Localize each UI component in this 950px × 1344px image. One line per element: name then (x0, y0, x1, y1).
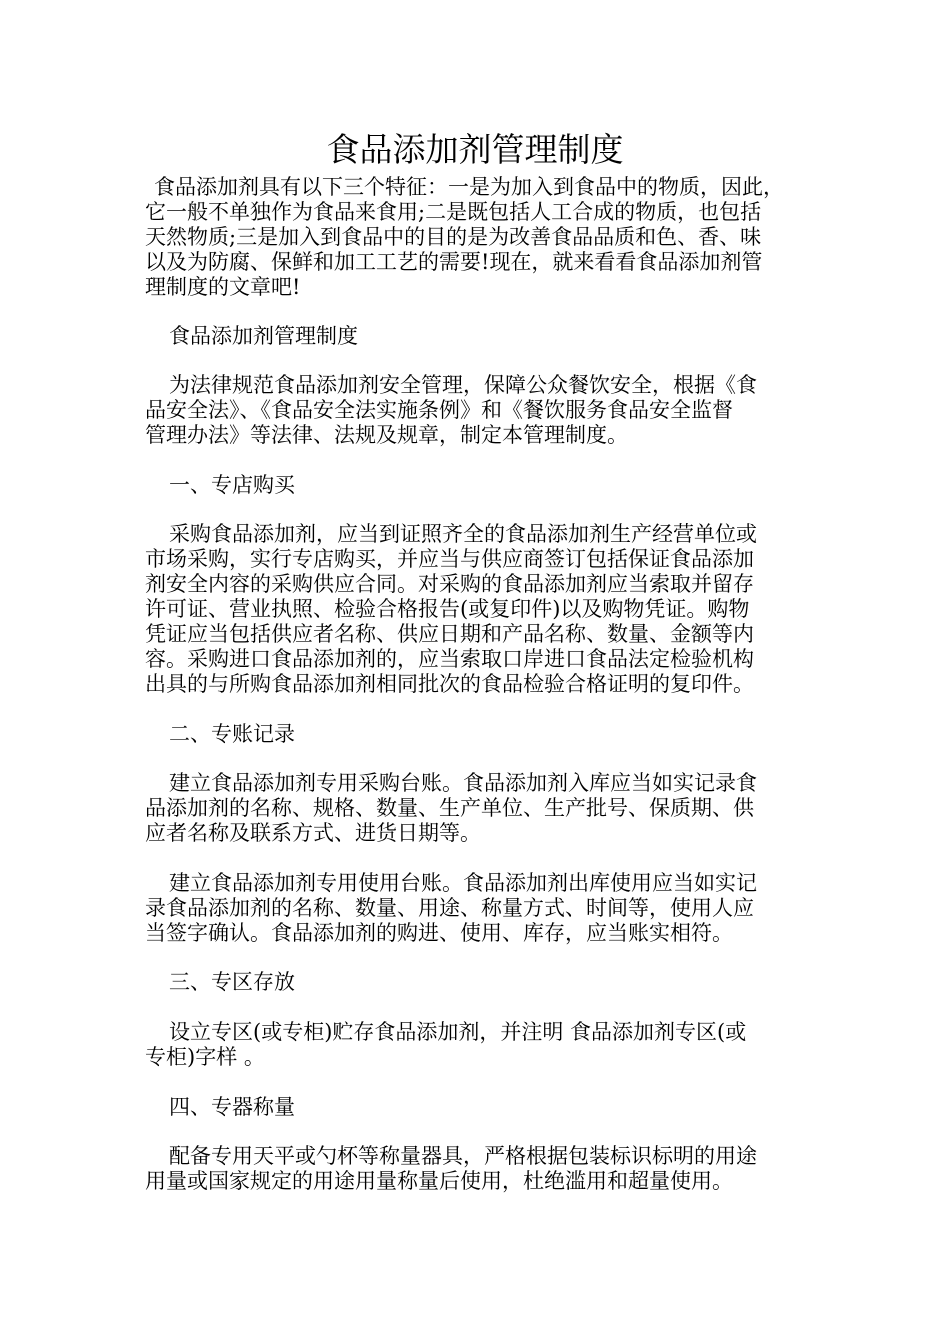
intro-line: 理制度的文章吧! (145, 275, 301, 299)
document-title: 食品添加剂管理制度 (326, 130, 624, 169)
intro-line: 天然物质;三是加入到食品中的目的是为改善食品品质和色、香、味 (145, 225, 762, 249)
section2-heading: 二、专账记录 (169, 722, 295, 746)
section1-line: 出具的与所购食品添加剂相同批次的食品检验合格证明的复印件。 (145, 672, 754, 696)
section3-heading: 三、专区存放 (169, 970, 295, 994)
section4-heading-paragraph (145, 1095, 815, 1120)
section2-b-line: 录食品添加剂的名称、数量、用途、称量方式、时间等，使用人应 (145, 896, 754, 920)
intro-line: 以及为防腐、保鲜和加工工艺的需要!现在，就来看看食品添加剂管 (145, 250, 763, 274)
section1-body-paragraph (145, 522, 815, 697)
section1-line: 容。采购进口食品添加剂的，应当索取口岸进口食品法定检验机构 (145, 647, 754, 671)
preamble-line: 品安全法》、《食品安全法实施条例》和《餐饮服务食品安全监督 (145, 398, 733, 422)
section2-b-line: 当签字确认。食品添加剂的购进、使用、库存，应当账实相符。 (145, 921, 733, 945)
section4-line: 配备专用天平或勺杯等称量器具，严格根据包装标识标明的用途 (169, 1144, 757, 1168)
section2-body-a-paragraph (145, 771, 815, 846)
intro-paragraph (145, 175, 815, 300)
section4-heading: 四、专器称量 (169, 1095, 295, 1119)
section4-line: 用量或国家规定的用途用量称量后使用，杜绝滥用和超量使用。 (145, 1169, 733, 1193)
preamble-paragraph (145, 373, 815, 448)
section2-a-line: 应者名称及联系方式、进货日期等。 (145, 821, 481, 845)
section1-line: 采购食品添加剂，应当到证照齐全的食品添加剂生产经营单位或 (169, 522, 757, 546)
preamble-line: 管理办法》等法律、法规及规章，制定本管理制度。 (145, 423, 628, 447)
section1-line: 凭证应当包括供应者名称、供应日期和产品名称、数量、金额等内 (145, 622, 754, 646)
section2-a-line: 品添加剂的名称、规格、数量、生产单位、生产批号、保质期、供 (145, 796, 754, 820)
section1-heading: 一、专店购买 (169, 473, 295, 497)
section2-body-b-paragraph (145, 871, 815, 946)
section2-a-line: 建立食品添加剂专用采购台账。食品添加剂入库应当如实记录食 (169, 771, 757, 795)
subtitle-paragraph (145, 324, 815, 349)
section4-body-paragraph (145, 1144, 815, 1194)
section1-heading-paragraph (145, 473, 815, 498)
section3-body-paragraph (145, 1020, 815, 1070)
intro-line: 它一般不单独作为食品来食用;二是既包括人工合成的物质，也包括 (145, 200, 762, 224)
section1-line: 市场采购，实行专店购买，并应当与供应商签订包括保证食品添加 (145, 547, 754, 571)
section3-line: 设立专区(或专柜)贮存食品添加剂，并注明 食品添加剂专区(或 (169, 1020, 747, 1044)
preamble-line: 为法律规范食品添加剂安全管理，保障公众餐饮安全，根据《食 (169, 373, 757, 397)
section3-heading-paragraph (145, 970, 815, 995)
section1-line: 许可证、营业执照、检验合格报告(或复印件)以及购物凭证。购物 (145, 597, 750, 621)
intro-line: 食品添加剂具有以下三个特征：一是为加入到食品中的物质，因此， (154, 175, 784, 199)
subtitle: 食品添加剂管理制度 (169, 324, 358, 348)
section2-b-line: 建立食品添加剂专用使用台账。食品添加剂出库使用应当如实记 (169, 871, 757, 895)
section1-line: 剂安全内容的采购供应合同。对采购的食品添加剂应当索取并留存 (145, 572, 754, 596)
section3-line: 专柜)字样 。 (145, 1045, 265, 1069)
section2-heading-paragraph (145, 722, 815, 747)
